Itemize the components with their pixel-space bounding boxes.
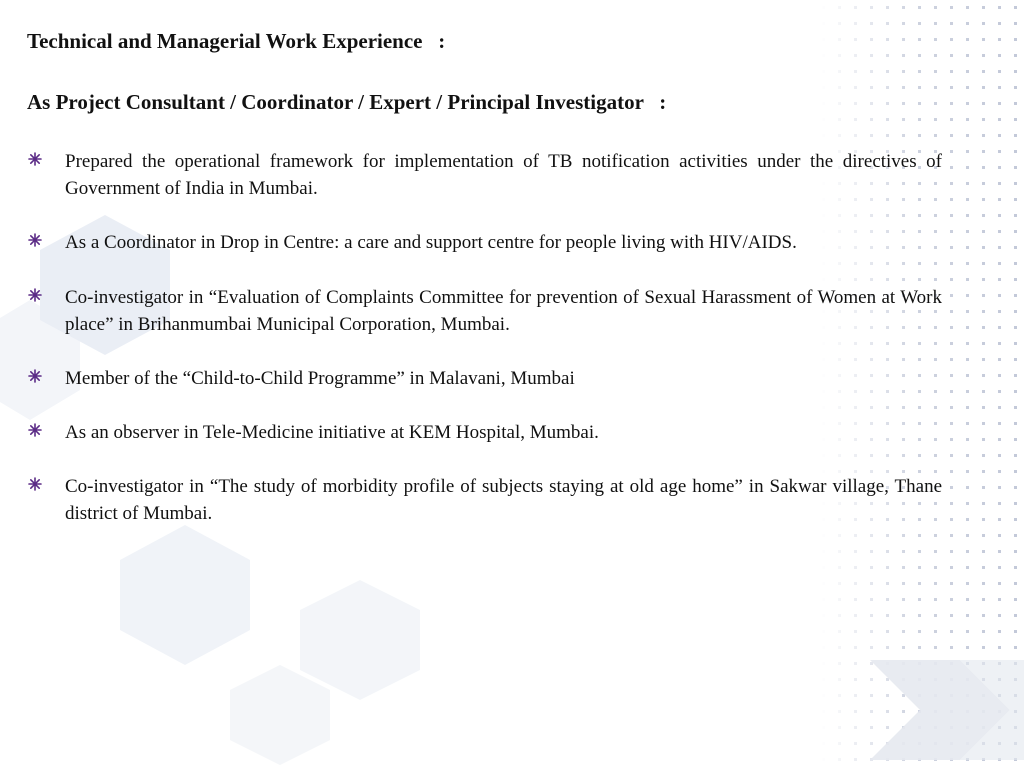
subsection-heading: As Project Consultant / Coordinator / Expert / Principal Investigator :	[27, 90, 667, 114]
experience-list	[27, 148, 942, 527]
section-heading: Technical and Managerial Work Experience :	[27, 29, 446, 53]
list-item-text: Prepared the operational framework for implementation of TB notification activities under the directives of Government of India in Mumbai.	[65, 151, 942, 199]
list-item-text: As an observer in Tele-Medicine initiative at KEM Hospital, Mumbai.	[65, 422, 599, 443]
list-item-text: Member of the “Child-to-Child Programme” in Malavani, Mumbai	[65, 368, 575, 389]
starburst-bullet-icon	[28, 233, 42, 247]
list-item-text: As a Coordinator in Drop in Centre: a care and support centre for people living with HIV/AIDS.	[65, 232, 797, 253]
starburst-bullet-icon	[28, 369, 42, 383]
list-item	[27, 365, 942, 392]
starburst-bullet-icon	[28, 152, 42, 166]
starburst-bullet-icon	[28, 423, 42, 437]
list-item-text: Co-investigator in “The study of morbidity profile of subjects staying at old age home” in Sakwar village, Thane district of Mumbai.	[65, 476, 942, 524]
list-item	[27, 148, 942, 202]
list-item-text: Co-investigator in “Evaluation of Complaints Committee for prevention of Sexual Harassment of Women at Work place” in Brihanmumbai Municipal Corporation, Mumbai.	[65, 287, 942, 335]
list-item	[27, 229, 942, 256]
list-item	[27, 473, 942, 527]
list-item	[27, 284, 942, 338]
starburst-bullet-icon	[28, 288, 42, 302]
list-item	[27, 419, 942, 446]
starburst-bullet-icon	[28, 477, 42, 491]
